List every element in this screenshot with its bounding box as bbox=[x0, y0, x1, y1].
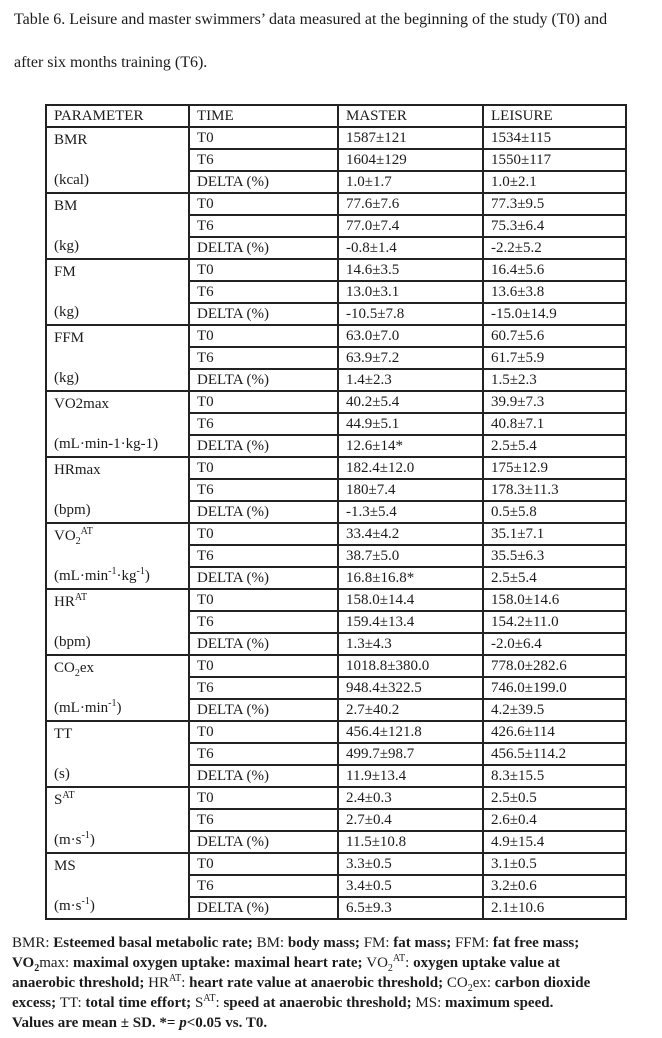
leisure-value-cell: 4.9±15.4 bbox=[483, 831, 626, 853]
text-run: maximum speed. bbox=[445, 995, 554, 1011]
leisure-value-cell: 16.4±5.6 bbox=[483, 259, 626, 281]
text-run: fat mass; bbox=[393, 935, 455, 951]
parameter-name bbox=[54, 130, 87, 150]
col-header-parameter: PARAMETER bbox=[46, 105, 189, 127]
parameter-name bbox=[54, 658, 94, 678]
caption-line-1: Table 6. Leisure and master swimmers’ data measured at the beginning of the study (T0) and bbox=[14, 11, 608, 28]
master-value-cell: 1604±129 bbox=[338, 149, 483, 171]
parameter-name bbox=[54, 592, 87, 612]
text-run: 2 bbox=[467, 983, 473, 994]
parameter-unit bbox=[54, 434, 158, 454]
text-run: oxygen uptake value at bbox=[413, 955, 561, 971]
master-value-cell: 1018.8±380.0 bbox=[338, 655, 483, 677]
table-row bbox=[46, 391, 626, 413]
parameter-cell bbox=[46, 523, 189, 589]
text-run: (bpm) bbox=[54, 502, 91, 518]
table-row bbox=[46, 127, 626, 149]
table-row bbox=[46, 457, 626, 479]
time-cell: DELTA (%) bbox=[189, 633, 338, 655]
time-cell: T6 bbox=[189, 479, 338, 501]
leisure-value-cell: 61.7±5.9 bbox=[483, 347, 626, 369]
master-value-cell: 12.6±14* bbox=[338, 435, 483, 457]
text-run: body mass; bbox=[287, 935, 364, 951]
text-run: p bbox=[179, 1015, 187, 1031]
leisure-value-cell: 3.2±0.6 bbox=[483, 875, 626, 897]
leisure-value-cell: -15.0±14.9 bbox=[483, 303, 626, 325]
time-cell: DELTA (%) bbox=[189, 171, 338, 193]
master-value-cell: 77.0±7.4 bbox=[338, 215, 483, 237]
master-value-cell: 1587±121 bbox=[338, 127, 483, 149]
master-value-cell: 182.4±12.0 bbox=[338, 457, 483, 479]
parameter-cell bbox=[46, 589, 189, 655]
text-run: ex bbox=[79, 660, 95, 676]
header-row bbox=[46, 105, 626, 127]
time-cell: T6 bbox=[189, 215, 338, 237]
table-row bbox=[46, 259, 626, 281]
master-value-cell: 14.6±3.5 bbox=[338, 259, 483, 281]
time-cell: DELTA (%) bbox=[189, 897, 338, 919]
text-run: FM bbox=[54, 264, 76, 280]
time-cell: T0 bbox=[189, 721, 338, 743]
text-run: fat free mass; bbox=[492, 935, 580, 951]
leisure-value-cell: 1.5±2.3 bbox=[483, 369, 626, 391]
text-run: FFM: bbox=[454, 935, 493, 951]
table-row bbox=[46, 589, 626, 611]
text-run: BMR: bbox=[12, 935, 54, 951]
caption-line-2: after six months training (T6). bbox=[14, 54, 208, 71]
leisure-value-cell: 2.6±0.4 bbox=[483, 809, 626, 831]
leisure-value-cell: 154.2±11.0 bbox=[483, 611, 626, 633]
time-cell: DELTA (%) bbox=[189, 567, 338, 589]
leisure-value-cell: 39.9±7.3 bbox=[483, 391, 626, 413]
time-cell: T0 bbox=[189, 193, 338, 215]
parameter-name bbox=[54, 856, 76, 876]
text-run: (kcal) bbox=[54, 172, 89, 188]
text-run: BMR bbox=[54, 132, 88, 148]
leisure-value-cell: 426.6±114 bbox=[483, 721, 626, 743]
master-value-cell: 1.4±2.3 bbox=[338, 369, 483, 391]
text-run: : bbox=[181, 975, 190, 991]
text-run: -1 bbox=[108, 566, 117, 577]
leisure-value-cell: 2.1±10.6 bbox=[483, 897, 626, 919]
master-value-cell: 63.9±7.2 bbox=[338, 347, 483, 369]
leisure-value-cell: 778.0±282.6 bbox=[483, 655, 626, 677]
master-value-cell: 6.5±9.3 bbox=[338, 897, 483, 919]
master-value-cell: 3.4±0.5 bbox=[338, 875, 483, 897]
time-cell: T0 bbox=[189, 259, 338, 281]
master-value-cell: 180±7.4 bbox=[338, 479, 483, 501]
parameter-cell bbox=[46, 721, 189, 787]
leisure-value-cell: 2.5±0.5 bbox=[483, 787, 626, 809]
text-run: CO bbox=[54, 660, 75, 676]
text-run: (mL·min bbox=[54, 700, 109, 716]
parameter-unit bbox=[54, 500, 91, 520]
text-run: AT bbox=[62, 790, 75, 801]
text-run: -1 bbox=[81, 896, 90, 907]
table-row bbox=[46, 523, 626, 545]
text-run: (kg) bbox=[54, 238, 79, 254]
leisure-value-cell: 0.5±5.8 bbox=[483, 501, 626, 523]
master-value-cell: -0.8±1.4 bbox=[338, 237, 483, 259]
leisure-value-cell: 35.5±6.3 bbox=[483, 545, 626, 567]
text-run: heart rate value at anaerobic threshold; bbox=[189, 975, 447, 991]
text-run: excess; bbox=[12, 995, 60, 1011]
text-run: -1 bbox=[108, 698, 117, 709]
text-run: 2 bbox=[387, 963, 393, 974]
text-run: ex: bbox=[472, 975, 495, 991]
text-run: speed at anaerobic threshold; bbox=[223, 995, 416, 1011]
text-run: maximal oxygen uptake: maximal heart rate; bbox=[72, 955, 367, 971]
table-row bbox=[46, 721, 626, 743]
parameter-cell bbox=[46, 457, 189, 523]
master-value-cell: 1.0±1.7 bbox=[338, 171, 483, 193]
leisure-value-cell: 8.3±15.5 bbox=[483, 765, 626, 787]
table-row bbox=[46, 853, 626, 875]
text-run: <0.05 vs. T0. bbox=[186, 1015, 268, 1031]
time-cell: T6 bbox=[189, 677, 338, 699]
text-run: 2 bbox=[74, 668, 80, 679]
text-run: AT bbox=[80, 526, 93, 537]
master-value-cell: 77.6±7.6 bbox=[338, 193, 483, 215]
time-cell: DELTA (%) bbox=[189, 699, 338, 721]
master-value-cell: 33.4±4.2 bbox=[338, 523, 483, 545]
table-row bbox=[46, 193, 626, 215]
master-value-cell: 38.7±5.0 bbox=[338, 545, 483, 567]
text-run: : bbox=[215, 995, 224, 1011]
leisure-value-cell: 77.3±9.5 bbox=[483, 193, 626, 215]
text-run: FFM bbox=[54, 330, 85, 346]
leisure-value-cell: -2.0±6.4 bbox=[483, 633, 626, 655]
master-value-cell: 16.8±16.8* bbox=[338, 567, 483, 589]
time-cell: T6 bbox=[189, 611, 338, 633]
time-cell: T6 bbox=[189, 545, 338, 567]
master-value-cell: 13.0±3.1 bbox=[338, 281, 483, 303]
time-cell: T0 bbox=[189, 853, 338, 875]
master-value-cell: 44.9±5.1 bbox=[338, 413, 483, 435]
time-cell: T6 bbox=[189, 413, 338, 435]
parameter-name bbox=[54, 328, 84, 348]
leisure-value-cell: -2.2±5.2 bbox=[483, 237, 626, 259]
text-run: -1 bbox=[136, 566, 145, 577]
text-run: -1 bbox=[81, 830, 90, 841]
master-value-cell: 456.4±121.8 bbox=[338, 721, 483, 743]
text-run: AT bbox=[203, 993, 216, 1004]
time-cell: T0 bbox=[189, 655, 338, 677]
time-cell: T6 bbox=[189, 149, 338, 171]
parameter-cell bbox=[46, 853, 189, 919]
text-run: VO bbox=[366, 955, 388, 971]
text-run: MS bbox=[54, 858, 76, 874]
parameter-cell bbox=[46, 325, 189, 391]
parameter-unit bbox=[54, 368, 79, 388]
time-cell: T6 bbox=[189, 875, 338, 897]
master-value-cell: 158.0±14.4 bbox=[338, 589, 483, 611]
time-cell: DELTA (%) bbox=[189, 237, 338, 259]
text-run: AT bbox=[74, 592, 88, 603]
text-run: ·kg bbox=[116, 568, 137, 584]
parameter-cell bbox=[46, 655, 189, 721]
leisure-value-cell: 75.3±6.4 bbox=[483, 215, 626, 237]
text-run: max: bbox=[39, 955, 73, 971]
time-cell: T0 bbox=[189, 523, 338, 545]
time-cell: T0 bbox=[189, 787, 338, 809]
text-run: (mL·min bbox=[54, 568, 109, 584]
parameter-name bbox=[54, 394, 109, 414]
table-row bbox=[46, 655, 626, 677]
master-value-cell: 948.4±322.5 bbox=[338, 677, 483, 699]
text-run: HRmax bbox=[54, 462, 101, 478]
master-value-cell: 63.0±7.0 bbox=[338, 325, 483, 347]
leisure-value-cell: 1.0±2.1 bbox=[483, 171, 626, 193]
text-run: HR bbox=[54, 594, 75, 610]
leisure-value-cell: 60.7±5.6 bbox=[483, 325, 626, 347]
parameter-cell bbox=[46, 193, 189, 259]
text-run: 2 bbox=[34, 963, 40, 974]
leisure-value-cell: 1534±115 bbox=[483, 127, 626, 149]
parameter-unit bbox=[54, 170, 89, 190]
table-row bbox=[46, 325, 626, 347]
text-run: ) bbox=[89, 898, 95, 914]
text-run: S bbox=[194, 995, 204, 1011]
table-caption bbox=[14, 10, 654, 73]
time-cell: DELTA (%) bbox=[189, 435, 338, 457]
leisure-value-cell: 456.5±114.2 bbox=[483, 743, 626, 765]
parameter-cell bbox=[46, 787, 189, 853]
text-run: Esteemed basal metabolic rate; bbox=[53, 935, 257, 951]
text-run: (m·s bbox=[54, 832, 82, 848]
leisure-value-cell: 40.8±7.1 bbox=[483, 413, 626, 435]
text-run: CO bbox=[446, 975, 468, 991]
text-run: VO2max bbox=[54, 396, 109, 412]
parameter-name bbox=[54, 724, 72, 744]
master-value-cell: 40.2±5.4 bbox=[338, 391, 483, 413]
time-cell: T6 bbox=[189, 743, 338, 765]
leisure-value-cell: 4.2±39.5 bbox=[483, 699, 626, 721]
text-run: (kg) bbox=[54, 370, 79, 386]
text-run: Values are mean ± SD. *= bbox=[12, 1015, 180, 1031]
master-value-cell: -1.3±5.4 bbox=[338, 501, 483, 523]
master-value-cell: 2.7±0.4 bbox=[338, 809, 483, 831]
master-value-cell: 3.3±0.5 bbox=[338, 853, 483, 875]
text-run: 2 bbox=[75, 536, 81, 547]
text-run: FM: bbox=[363, 935, 394, 951]
master-value-cell: -10.5±7.8 bbox=[338, 303, 483, 325]
text-run: TT bbox=[54, 726, 73, 742]
text-run: (bpm) bbox=[54, 634, 91, 650]
parameter-unit bbox=[54, 302, 79, 322]
time-cell: T0 bbox=[189, 457, 338, 479]
leisure-value-cell: 2.5±5.4 bbox=[483, 567, 626, 589]
time-cell: T6 bbox=[189, 281, 338, 303]
text-run: carbon dioxide bbox=[494, 975, 591, 991]
text-run: HR bbox=[148, 975, 169, 991]
leisure-value-cell: 175±12.9 bbox=[483, 457, 626, 479]
master-value-cell: 11.5±10.8 bbox=[338, 831, 483, 853]
parameter-cell bbox=[46, 391, 189, 457]
parameter-unit bbox=[54, 236, 79, 256]
text-run: BM: bbox=[256, 935, 288, 951]
text-run: : bbox=[405, 955, 414, 971]
parameter-name bbox=[54, 196, 77, 216]
time-cell: DELTA (%) bbox=[189, 369, 338, 391]
master-value-cell: 11.9±13.4 bbox=[338, 765, 483, 787]
leisure-value-cell: 158.0±14.6 bbox=[483, 589, 626, 611]
time-cell: T6 bbox=[189, 347, 338, 369]
leisure-value-cell: 13.6±3.8 bbox=[483, 281, 626, 303]
time-cell: T0 bbox=[189, 589, 338, 611]
text-run: MS: bbox=[415, 995, 445, 1011]
time-cell: T0 bbox=[189, 325, 338, 347]
text-run: ) bbox=[116, 700, 122, 716]
master-value-cell: 2.7±40.2 bbox=[338, 699, 483, 721]
time-cell: DELTA (%) bbox=[189, 303, 338, 325]
col-header-time: TIME bbox=[189, 105, 338, 127]
text-run: VO bbox=[54, 528, 76, 544]
text-run: ) bbox=[89, 832, 95, 848]
text-run: BM bbox=[54, 198, 78, 214]
parameter-name bbox=[54, 526, 93, 546]
leisure-value-cell: 1550±117 bbox=[483, 149, 626, 171]
leisure-value-cell: 3.1±0.5 bbox=[483, 853, 626, 875]
table-row bbox=[46, 787, 626, 809]
swimmers-data-table bbox=[45, 104, 627, 920]
leisure-value-cell: 746.0±199.0 bbox=[483, 677, 626, 699]
text-run: S bbox=[54, 792, 63, 808]
table-footnote bbox=[12, 933, 660, 1033]
time-cell: DELTA (%) bbox=[189, 501, 338, 523]
parameter-name bbox=[54, 460, 101, 480]
text-run: total time effort; bbox=[85, 995, 195, 1011]
parameter-name bbox=[54, 790, 75, 810]
leisure-value-cell: 2.5±5.4 bbox=[483, 435, 626, 457]
time-cell: T0 bbox=[189, 127, 338, 149]
leisure-value-cell: 178.3±11.3 bbox=[483, 479, 626, 501]
parameter-cell bbox=[46, 127, 189, 193]
parameter-cell bbox=[46, 259, 189, 325]
master-value-cell: 2.4±0.3 bbox=[338, 787, 483, 809]
text-run: TT: bbox=[59, 995, 86, 1011]
parameter-unit bbox=[54, 632, 91, 652]
text-run: (mL·min-1·kg-1) bbox=[54, 436, 159, 452]
time-cell: T6 bbox=[189, 809, 338, 831]
parameter-unit bbox=[54, 896, 95, 916]
text-run: anaerobic threshold; bbox=[12, 975, 149, 991]
time-cell: DELTA (%) bbox=[189, 831, 338, 853]
parameter-unit bbox=[54, 764, 70, 784]
text-run: (kg) bbox=[54, 304, 79, 320]
parameter-unit bbox=[54, 830, 95, 850]
master-value-cell: 159.4±13.4 bbox=[338, 611, 483, 633]
parameter-name bbox=[54, 262, 76, 282]
text-run: AT bbox=[168, 973, 182, 984]
time-cell: T0 bbox=[189, 391, 338, 413]
text-run: (m·s bbox=[54, 898, 82, 914]
text-run: AT bbox=[392, 953, 406, 964]
text-run: ) bbox=[144, 568, 150, 584]
text-run: VO bbox=[12, 955, 35, 971]
col-header-leisure: LEISURE bbox=[483, 105, 626, 127]
time-cell: DELTA (%) bbox=[189, 765, 338, 787]
master-value-cell: 499.7±98.7 bbox=[338, 743, 483, 765]
leisure-value-cell: 35.1±7.1 bbox=[483, 523, 626, 545]
text-run: (s) bbox=[54, 766, 70, 782]
parameter-unit bbox=[54, 698, 122, 718]
parameter-unit bbox=[54, 566, 150, 586]
master-value-cell: 1.3±4.3 bbox=[338, 633, 483, 655]
col-header-master: MASTER bbox=[338, 105, 483, 127]
